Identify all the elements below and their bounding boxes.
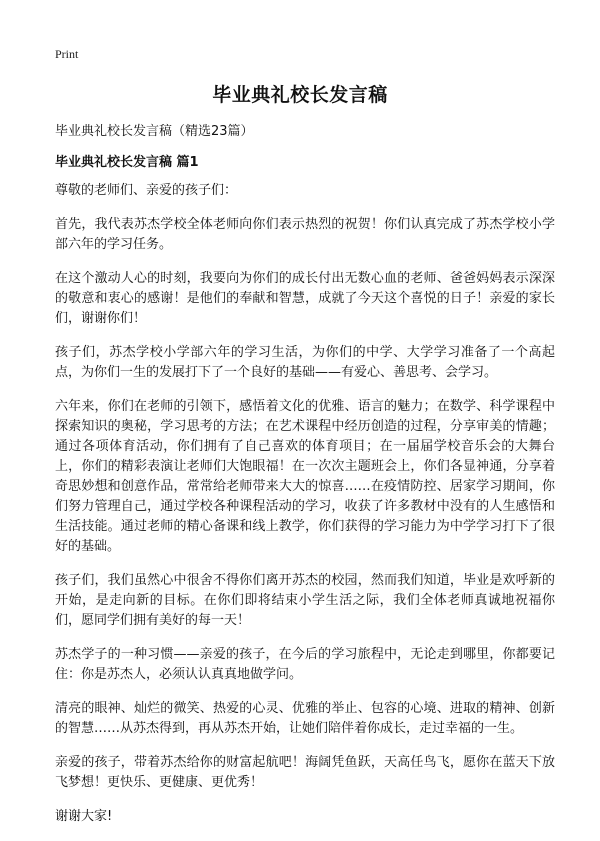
speech-body [55,181,555,841]
blessing-paragraph: 亲爱的孩子，带着苏杰给你的财富起航吧！海阔凭鱼跃，天高任鸟飞，愿你在蓝天下放飞梦想！更快乐、更健康、更优秀！ [55,755,555,790]
six-years-paragraph: 六年来，你们在老师的引领下，感悟着文化的优雅、语言的魅力；在数学、科学课程中探索知识的奥秘，学习思考的方法；在艺术课程中经历创造的过程，分享审美的情趣；通过各项体育活动，你们拥有了自己喜欢的体育项目；在一届届学校音乐会的大舞台上，你们的精彩表演让老师们大饱眼福！在一次次主题班会上，你们各显神通，分享着奇思妙想和创意作品，常常给老师带来大大的惊喜……在疫情防控、居家学习期间，你们努力管理自己，通过学校各种课程活动的学习，收获了许多教材中没有的人生感悟和生活技能。通过老师的精心备课和线上教学，你们获得的学习能力为中学学习打下了很好的基础。 [55,399,555,554]
page-title: 毕业典礼校长发言稿 [212,84,388,106]
section-heading: 毕业典礼校长发言稿 篇1 [55,155,199,170]
salutation-paragraph: 尊敬的老师们、亲爱的孩子们： [55,183,238,198]
congratulations-paragraph: 首先，我代表苏杰学校全体老师向你们表示热烈的祝贺！你们认真完成了苏杰学校小学部六年的学习任务。 [55,217,555,252]
closing-paragraph: 谢谢大家! [55,809,113,824]
thanks-paragraph: 在这个激动人心的时刻，我要向为你们的成长付出无数心血的老师、爸爸妈妈表示深深的敬意和衷心的感谢！是他们的奉献和智慧，成就了今天这个喜悦的日子！亲爱的家长们，谢谢你们！ [55,271,555,326]
farewell-paragraph: 孩子们，我们虽然心中很舍不得你们离开苏杰的校园，然而我们知道，毕业是欢呼新的开始，是走向新的目标。在你们即将结束小学生活之际，我们全体老师真诚地祝福你们，愿同学们拥有美好的每一天！ [55,573,555,628]
print-link[interactable]: Print [55,47,79,61]
foundation-paragraph: 孩子们，苏杰学校小学部六年的学习生活，为你们的中学、大学学习准备了一个高起点，为你们一生的发展打下了一个良好的基础——有爱心、善思考、会学习。 [55,345,555,380]
document-subtitle: 毕业典礼校长发言稿（精选23篇） [55,124,254,139]
habit-paragraph: 苏杰学子的一种习惯——亲爱的孩子，在今后的学习旅程中，无论走到哪里，你都要记住：你是苏杰人，必须认认真真地做学问。 [55,647,555,682]
qualities-paragraph: 清亮的眼神、灿烂的微笑、热爱的心灵、优雅的举止、包容的心境、进取的精神、创新的智慧……从苏杰得到，再从苏杰开始，让她们陪伴着你成长，走过幸福的一生。 [55,701,555,736]
